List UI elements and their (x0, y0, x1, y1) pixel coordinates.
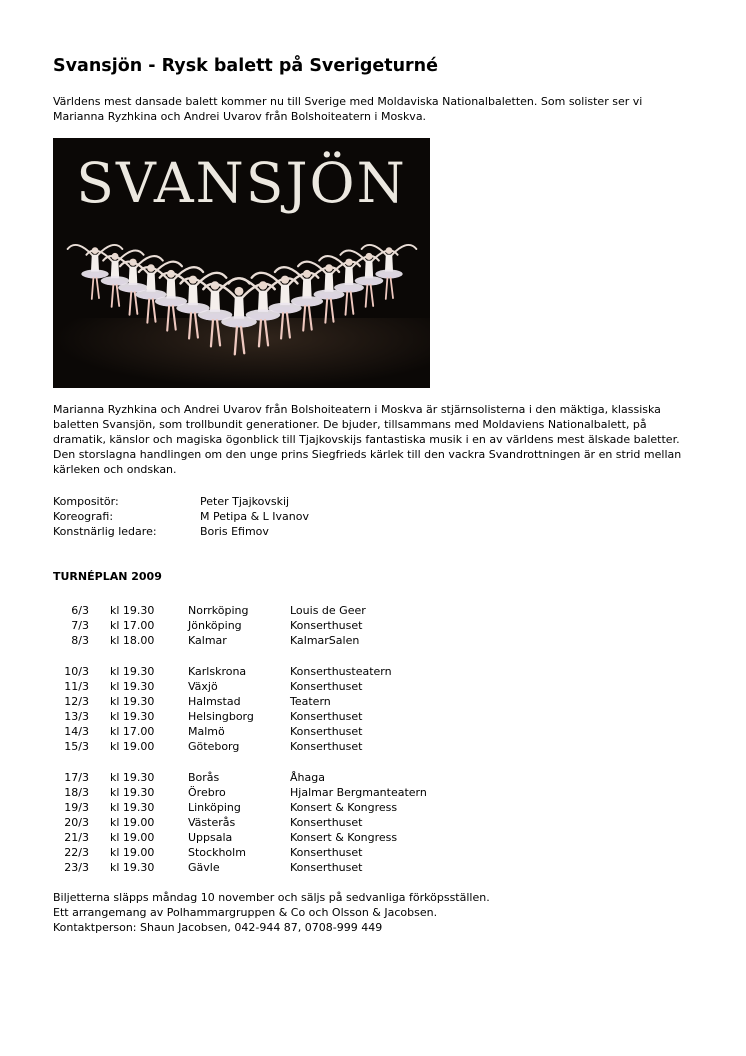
intro-paragraph: Världens mest dansade balett kommer nu till Sverige med Moldaviska Nationalbaletten. Som solister ser vi Marianna Ryzhkina och Andrei Uvarov från Bolshoiteatern i Moskva. (53, 95, 643, 123)
tour-date: 7/3 (71, 619, 89, 632)
tour-city: Karlskrona (188, 665, 247, 678)
page-title: Svansjön - Rysk balett på Sverigeturné (53, 56, 439, 76)
credit-value: Peter Tjajkovskij (200, 495, 290, 508)
tour-date: 17/3 (64, 771, 89, 784)
tour-date: 20/3 (64, 816, 89, 829)
tour-venue: Konserthuset (290, 619, 363, 632)
poster-title: SVANSJÖN (76, 151, 407, 215)
tour-city: Västerås (188, 816, 236, 829)
tour-date: 18/3 (64, 786, 89, 799)
tour-venue: KalmarSalen (290, 634, 360, 647)
tour-date: 13/3 (64, 710, 89, 723)
footer-line-organizer: Ett arrangemang av Polhammargruppen & Co och Olsson & Jacobsen. (53, 906, 438, 919)
tour-date: 14/3 (64, 725, 89, 738)
tour-time: kl 19.30 (110, 665, 155, 678)
tour-heading: TURNÉPLAN 2009 (53, 570, 162, 583)
credit-row (53, 524, 309, 539)
tour-city: Linköping (188, 801, 241, 814)
tour-venue: Konserthuset (290, 740, 363, 753)
tour-date: 22/3 (64, 846, 89, 859)
tour-venue: Konserthusteatern (290, 665, 392, 678)
footer-line-tickets: Biljetterna släpps måndag 10 november och säljs på sedvanliga förköpsställen. (53, 891, 490, 904)
credit-value: Boris Efimov (200, 525, 269, 538)
tour-venue: Konserthuset (290, 816, 363, 829)
tour-time: kl 19.30 (110, 771, 155, 784)
tour-date: 23/3 (64, 861, 89, 874)
tour-time: kl 19.30 (110, 861, 155, 874)
credit-value: M Petipa & L Ivanov (200, 510, 309, 523)
tour-city: Borås (188, 771, 220, 784)
tour-city: Gävle (188, 861, 220, 874)
tour-time: kl 19.30 (110, 680, 155, 693)
tour-venue: Konserthuset (290, 680, 363, 693)
tour-city: Malmö (188, 725, 225, 738)
tour-date: 10/3 (64, 665, 89, 678)
tour-time: kl 19.30 (110, 786, 155, 799)
tour-venue: Konsert & Kongress (290, 831, 398, 844)
credit-label: Koreografi: (53, 510, 114, 523)
tour-date: 19/3 (64, 801, 89, 814)
description-paragraph: Marianna Ryzhkina och Andrei Uvarov från Bolshoiteatern i Moskva är stjärnsolisterna i den mäktiga, klassiska baletten Svansjön, som trollbundit generationer. De bjuder, tillsammans med Moldaviens Nationalbalett, på dramatik, känslor och magiska ögonblick till Tjajkovskijs fantastiska musik i en av världens mest älskade baletter. Den storslagna handlingen om den unge prins Siegfrieds kärlek till den vackra Svandrottningen är en strid mellan kärleken och ondskan. (53, 403, 682, 476)
tour-venue: Konserthuset (290, 861, 363, 874)
tour-date: 15/3 (64, 740, 89, 753)
tour-date: 8/3 (71, 634, 89, 647)
tour-city: Halmstad (188, 695, 241, 708)
tour-city: Örebro (188, 786, 226, 799)
credit-row (53, 509, 309, 524)
tour-time: kl 19.30 (110, 801, 155, 814)
tour-city: Göteborg (188, 740, 240, 753)
tour-date: 21/3 (64, 831, 89, 844)
tour-venue: Konserthuset (290, 725, 363, 738)
tour-venue: Konserthuset (290, 710, 363, 723)
ballerina-corps-illustration (53, 138, 430, 388)
tour-date: 11/3 (64, 680, 89, 693)
tour-venue: Åhaga (290, 771, 325, 784)
credit-label: Kompositör: (53, 495, 119, 508)
tour-time: kl 19.30 (110, 710, 155, 723)
tour-time: kl 19.00 (110, 831, 155, 844)
tour-venue: Konserthuset (290, 846, 363, 859)
tour-venue: Konsert & Kongress (290, 801, 398, 814)
tour-city: Växjö (188, 680, 218, 693)
footer-line-contact: Kontaktperson: Shaun Jacobsen, 042-944 87, 0708-999 449 (53, 921, 383, 934)
tour-time: kl 19.00 (110, 816, 155, 829)
tour-time: kl 19.00 (110, 846, 155, 859)
tour-city: Helsingborg (188, 710, 254, 723)
tour-time: kl 19.30 (110, 604, 155, 617)
credit-label: Konstnärlig ledare: (53, 525, 157, 538)
credits-list (53, 494, 309, 539)
tour-city: Stockholm (188, 846, 246, 859)
tour-city: Jönköping (188, 619, 242, 632)
footer-info (53, 890, 490, 935)
tour-date: 6/3 (71, 604, 89, 617)
tour-venue: Louis de Geer (290, 604, 366, 617)
tour-venue: Hjalmar Bergmanteatern (290, 786, 427, 799)
tour-time: kl 19.30 (110, 695, 155, 708)
credit-row (53, 494, 309, 509)
tour-time: kl 17.00 (110, 725, 155, 738)
tour-date: 12/3 (64, 695, 89, 708)
tour-time: kl 17.00 (110, 619, 155, 632)
tour-time: kl 18.00 (110, 634, 155, 647)
tour-city: Kalmar (188, 634, 227, 647)
tour-time: kl 19.00 (110, 740, 155, 753)
tour-city: Uppsala (188, 831, 233, 844)
svansjon-poster-image (53, 138, 430, 388)
tour-city: Norrköping (188, 604, 249, 617)
tour-venue: Teatern (290, 695, 331, 708)
